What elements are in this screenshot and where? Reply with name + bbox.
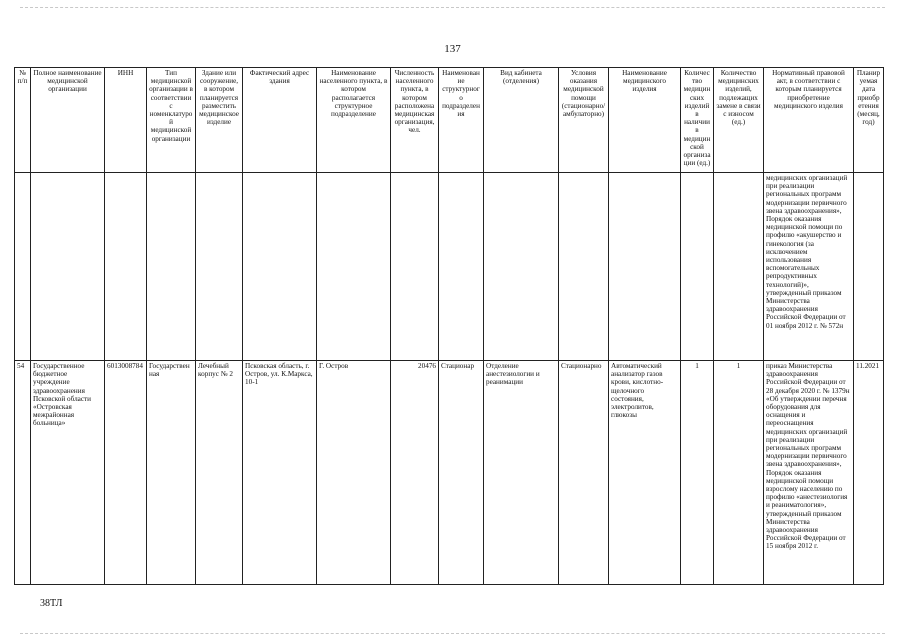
cell-legal-act: приказ Министерства здравоохранения Российской Федерации от 28 декабря 2020 г. № 1379н «Об утверждении перечня оборудования для оснащения и переоснащения медицинских организаций при реализации региональных программ модернизации первичного звена здравоохранения», Порядок оказания медицинской помощи взрослому населению по профилю «анестезиология и реаниматология», утвержденный приказом Министерства здравоохранения Российской Федерации от 15 ноября 2012 г.: [764, 361, 854, 585]
cell-device: Автоматический анализатор газов крови, кислотно-щелочного состояния, электролитов, глюкозы: [609, 361, 681, 585]
cell-cabinet: Отделение анестезиологии и реанимации: [484, 361, 559, 585]
cell-type: Государственная: [147, 361, 196, 585]
cell-unit: Стационар: [439, 361, 484, 585]
col-header-inn: ИНН: [105, 68, 147, 173]
col-header-unit: Наименование структурного подразделения: [439, 68, 484, 173]
cell-inn: 6013008784: [105, 361, 147, 585]
registry-table: [14, 67, 884, 585]
table-row: [15, 361, 884, 585]
cell-qty-available: 1: [681, 361, 714, 585]
page-number: 137: [444, 43, 461, 55]
col-header-building: Здание или сооружение, в котором планируется разместить медицинское изделие: [196, 68, 243, 173]
cell-building: Лечебный корпус № 2: [196, 361, 243, 585]
scan-artifact-top: [20, 7, 885, 9]
cell-date: 11.2021: [854, 361, 884, 585]
cell-settlement: Г. Остров: [317, 361, 391, 585]
col-header-settlement: Наименование населенного пункта, в котором располагается структурное подразделение: [317, 68, 391, 173]
footer-code: 38ТЛ: [40, 598, 63, 609]
table-header-row: [15, 68, 884, 173]
cell-org: Государственное бюджетное учреждение здравоохранения Псковской области «Островская межрайонная больница»: [31, 361, 105, 585]
scan-artifact-bottom: [20, 633, 885, 635]
cell-population: 20476: [391, 361, 439, 585]
col-header-type: Тип медицинской организации в соответствии с номенклатурой медицинской организации: [147, 68, 196, 173]
col-header-num: № п/п: [15, 68, 31, 173]
col-header-cabinet: Вид кабинета (отделения): [484, 68, 559, 173]
col-header-org: Полное наименование медицинской организации: [31, 68, 105, 173]
cell-qty-replace: 1: [714, 361, 764, 585]
cell-legal-act-continued: медицинских организаций при реализации региональных программ модернизации первичного звена здравоохранения», Порядок оказания медицинской помощи по профилю «акушерство и гинекология (за исключением использования вспомогательных репродуктивных технологий)», утвержденный приказом Министерства здравоохранения Российской Федерации от 01 ноября 2012 г. № 572н: [764, 173, 854, 361]
col-header-date: Планируемая дата приобретения (месяц, год): [854, 68, 884, 173]
col-header-qty-available: Количество медицинских изделий в наличии в медицинской организации (ед.): [681, 68, 714, 173]
cell-num: 54: [15, 361, 31, 585]
col-header-qty-replace: Количество медицинских изделий, подлежащих замене в связи с износом (ед.): [714, 68, 764, 173]
table-row-continuation: [15, 173, 884, 361]
col-header-device: Наименование медицинского изделия: [609, 68, 681, 173]
cell-address: Псковская область, г. Остров, ул. К.Маркса, 10-1: [243, 361, 317, 585]
col-header-address: Фактический адрес здания: [243, 68, 317, 173]
col-header-conditions: Условия оказания медицинской помощи (стационарно/амбулаторно): [559, 68, 609, 173]
col-header-legal-act: Нормативный правовой акт, в соответствии с которым планируется приобретение медицинского изделия: [764, 68, 854, 173]
cell-conditions: Стационарно: [559, 361, 609, 585]
col-header-population: Численность населенного пункта, в котором расположена медицинская организация, чел.: [391, 68, 439, 173]
